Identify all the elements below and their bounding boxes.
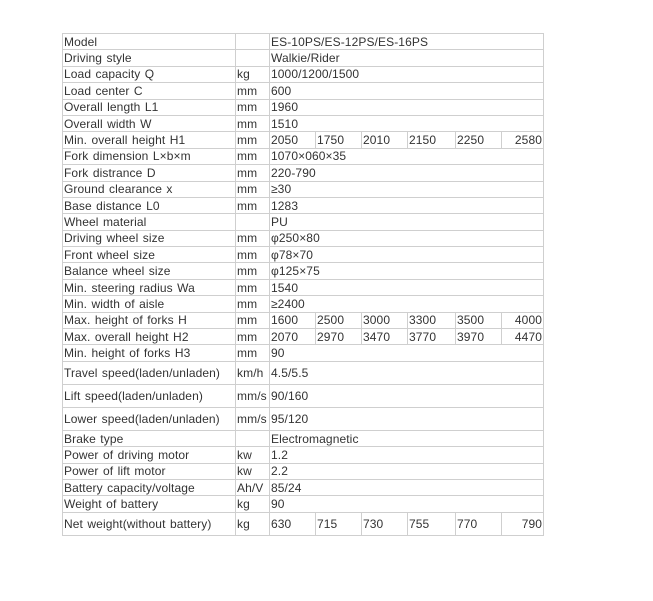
spec-unit: kg bbox=[236, 66, 270, 82]
spec-unit: mm bbox=[236, 115, 270, 131]
spec-value: 1283 bbox=[270, 197, 544, 213]
spec-value: 3970 bbox=[456, 329, 502, 345]
spec-label: Min. overall height H1 bbox=[63, 132, 236, 148]
spec-value: 95/120 bbox=[270, 407, 544, 430]
table-row bbox=[63, 361, 544, 384]
spec-label: Overall width W bbox=[63, 115, 236, 131]
table-row bbox=[63, 247, 544, 263]
spec-label: Battery capacity/voltage bbox=[63, 479, 236, 495]
spec-label: Model bbox=[63, 34, 236, 50]
spec-value: 2050 bbox=[270, 132, 316, 148]
spec-value: 1070×060×35 bbox=[270, 148, 544, 164]
spec-unit: kg bbox=[236, 512, 270, 535]
spec-unit: kw bbox=[236, 447, 270, 463]
spec-unit: mm bbox=[236, 329, 270, 345]
spec-label: Ground clearance x bbox=[63, 181, 236, 197]
spec-value: 2070 bbox=[270, 329, 316, 345]
spec-value: 1540 bbox=[270, 279, 544, 295]
table-row bbox=[63, 115, 544, 131]
spec-value: 85/24 bbox=[270, 479, 544, 495]
spec-table bbox=[62, 33, 544, 536]
table-row bbox=[63, 384, 544, 407]
table-row bbox=[63, 263, 544, 279]
spec-unit: mm/s bbox=[236, 407, 270, 430]
spec-label: Base distance L0 bbox=[63, 197, 236, 213]
spec-value: 1750 bbox=[316, 132, 362, 148]
table-row bbox=[63, 312, 544, 328]
table-row bbox=[63, 99, 544, 115]
spec-label: Overall length L1 bbox=[63, 99, 236, 115]
table-row bbox=[63, 50, 544, 66]
spec-value: 4470 bbox=[502, 329, 544, 345]
spec-unit: mm bbox=[236, 230, 270, 246]
spec-label: Min. steering radius Wa bbox=[63, 279, 236, 295]
spec-label: Max. overall height H2 bbox=[63, 329, 236, 345]
spec-value: 3770 bbox=[408, 329, 456, 345]
spec-value: ES-10PS/ES-12PS/ES-16PS bbox=[270, 34, 544, 50]
spec-value: 600 bbox=[270, 83, 544, 99]
spec-value: 3500 bbox=[456, 312, 502, 328]
spec-label: Weight of battery bbox=[63, 496, 236, 512]
spec-value: 790 bbox=[502, 512, 544, 535]
spec-value: ≥2400 bbox=[270, 296, 544, 312]
table-row bbox=[63, 148, 544, 164]
table-row bbox=[63, 407, 544, 430]
spec-unit: mm bbox=[236, 312, 270, 328]
spec-value: ≥30 bbox=[270, 181, 544, 197]
spec-unit bbox=[236, 430, 270, 446]
spec-value: 220-790 bbox=[270, 165, 544, 181]
spec-label: Net weight(without battery) bbox=[63, 512, 236, 535]
spec-value: 4.5/5.5 bbox=[270, 361, 544, 384]
spec-label: Fork distrance D bbox=[63, 165, 236, 181]
spec-label: Min. width of aisle bbox=[63, 296, 236, 312]
spec-value: Electromagnetic bbox=[270, 430, 544, 446]
spec-unit: mm bbox=[236, 83, 270, 99]
table-row bbox=[63, 296, 544, 312]
table-row bbox=[63, 279, 544, 295]
spec-unit: mm bbox=[236, 279, 270, 295]
table-row bbox=[63, 430, 544, 446]
table-row bbox=[63, 463, 544, 479]
spec-label: Wheel material bbox=[63, 214, 236, 230]
spec-label: Min. height of forks H3 bbox=[63, 345, 236, 361]
spec-table-body bbox=[63, 34, 544, 536]
table-row bbox=[63, 34, 544, 50]
table-row bbox=[63, 345, 544, 361]
table-row bbox=[63, 447, 544, 463]
spec-value: 2500 bbox=[316, 312, 362, 328]
spec-value: 1510 bbox=[270, 115, 544, 131]
table-row bbox=[63, 83, 544, 99]
table-row bbox=[63, 496, 544, 512]
table-row bbox=[63, 197, 544, 213]
spec-unit bbox=[236, 214, 270, 230]
spec-unit: mm bbox=[236, 296, 270, 312]
spec-label: Power of driving motor bbox=[63, 447, 236, 463]
spec-value: 770 bbox=[456, 512, 502, 535]
spec-unit: Ah/V bbox=[236, 479, 270, 495]
spec-value: 755 bbox=[408, 512, 456, 535]
table-row bbox=[63, 181, 544, 197]
spec-value: 3300 bbox=[408, 312, 456, 328]
spec-value: φ78×70 bbox=[270, 247, 544, 263]
spec-value: 3000 bbox=[362, 312, 408, 328]
spec-value: 2250 bbox=[456, 132, 502, 148]
spec-value: 90 bbox=[270, 496, 544, 512]
spec-label: Balance wheel size bbox=[63, 263, 236, 279]
spec-unit: mm bbox=[236, 345, 270, 361]
spec-unit: mm bbox=[236, 247, 270, 263]
spec-unit bbox=[236, 50, 270, 66]
spec-label: Front wheel size bbox=[63, 247, 236, 263]
spec-value: 90/160 bbox=[270, 384, 544, 407]
table-row bbox=[63, 214, 544, 230]
spec-value: φ250×80 bbox=[270, 230, 544, 246]
spec-value: 1600 bbox=[270, 312, 316, 328]
spec-value: 1000/1200/1500 bbox=[270, 66, 544, 82]
spec-value: 630 bbox=[270, 512, 316, 535]
spec-unit: mm bbox=[236, 263, 270, 279]
spec-value: PU bbox=[270, 214, 544, 230]
spec-label: Lift speed(laden/unladen) bbox=[63, 384, 236, 407]
spec-unit: mm bbox=[236, 148, 270, 164]
table-row bbox=[63, 165, 544, 181]
spec-unit: mm bbox=[236, 99, 270, 115]
spec-value: φ125×75 bbox=[270, 263, 544, 279]
table-row bbox=[63, 329, 544, 345]
spec-value: 2.2 bbox=[270, 463, 544, 479]
spec-unit bbox=[236, 34, 270, 50]
table-row bbox=[63, 479, 544, 495]
spec-value: 1960 bbox=[270, 99, 544, 115]
spec-value: 715 bbox=[316, 512, 362, 535]
spec-unit: mm bbox=[236, 132, 270, 148]
spec-value: Walkie/Rider bbox=[270, 50, 544, 66]
spec-unit: km/h bbox=[236, 361, 270, 384]
spec-label: Max. height of forks H bbox=[63, 312, 236, 328]
spec-value: 2010 bbox=[362, 132, 408, 148]
table-row bbox=[63, 66, 544, 82]
table-row bbox=[63, 512, 544, 535]
spec-value: 90 bbox=[270, 345, 544, 361]
spec-unit: kw bbox=[236, 463, 270, 479]
spec-label: Travel speed(laden/unladen) bbox=[63, 361, 236, 384]
spec-label: Load center C bbox=[63, 83, 236, 99]
spec-value: 2150 bbox=[408, 132, 456, 148]
table-row bbox=[63, 230, 544, 246]
spec-label: Brake type bbox=[63, 430, 236, 446]
spec-value: 2580 bbox=[502, 132, 544, 148]
spec-value: 730 bbox=[362, 512, 408, 535]
spec-value: 2970 bbox=[316, 329, 362, 345]
spec-label: Driving style bbox=[63, 50, 236, 66]
spec-label: Power of lift motor bbox=[63, 463, 236, 479]
spec-value: 1.2 bbox=[270, 447, 544, 463]
spec-value: 4000 bbox=[502, 312, 544, 328]
spec-unit: mm bbox=[236, 197, 270, 213]
table-row bbox=[63, 132, 544, 148]
spec-label: Load capacity Q bbox=[63, 66, 236, 82]
spec-label: Lower speed(laden/unladen) bbox=[63, 407, 236, 430]
spec-unit: mm bbox=[236, 165, 270, 181]
spec-value: 3470 bbox=[362, 329, 408, 345]
spec-label: Driving wheel size bbox=[63, 230, 236, 246]
spec-unit: mm/s bbox=[236, 384, 270, 407]
spec-unit: mm bbox=[236, 181, 270, 197]
spec-unit: kg bbox=[236, 496, 270, 512]
spec-label: Fork dimension L×b×m bbox=[63, 148, 236, 164]
